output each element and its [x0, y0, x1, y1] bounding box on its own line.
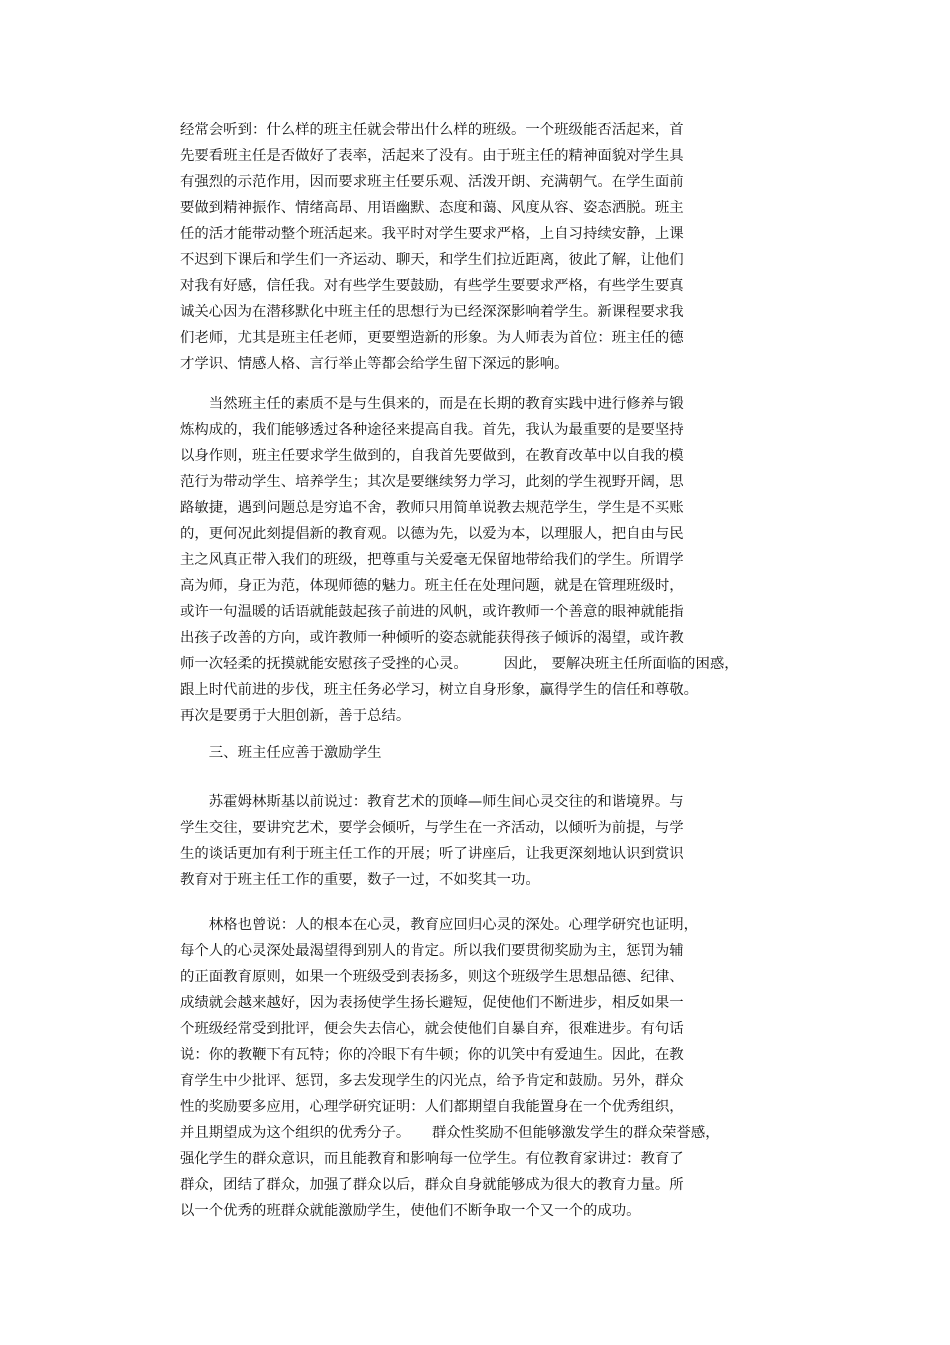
text-line: 强化学生的群众意识，而且能教育和影响每一位学生。有位教育家讲过：教育了	[180, 1151, 684, 1167]
paragraph-4	[180, 912, 780, 1224]
text-line: 师一次轻柔的抚摸就能安慰孩子受挫的心灵。 因此， 要解决班主任所面临的困惑，	[180, 656, 739, 672]
text-line: 再次是要勇于大胆创新，善于总结。	[180, 708, 411, 724]
text-line: 才学识、情感人格、言行举止等都会给学生留下深远的影响。	[180, 356, 569, 372]
text-line: 并且期望成为这个组织的优秀分子。 群众性奖励不但能够激发学生的群众荣誉感，	[180, 1125, 720, 1141]
text-line: 苏霍姆林斯基以前说过：教育艺术的顶峰—师生间心灵交往的和谐境界。与	[180, 794, 684, 810]
text-line: 范行为带动学生、培养学生；其次是要继续努力学习，此刻的学生视野开阔，思	[180, 474, 684, 490]
text-line: 或许一句温暖的话语就能鼓起孩子前进的风帆，或许教师一个善意的眼神就能指	[180, 604, 684, 620]
text-line: 每个人的心灵深处最渴望得到别人的肯定。所以我们要贯彻奖励为主，惩罚为辅	[180, 943, 684, 959]
text-line: 主之风真正带入我们的班级，把尊重与关爱毫无保留地带给我们的学生。所谓学	[180, 552, 684, 568]
text-line: 要做到精神振作、情绪高昂、用语幽默、态度和蔼、风度从容、姿态洒脱。班主	[180, 200, 684, 216]
text-line: 先要看班主任是否做好了表率，活起来了没有。由于班主任的精神面貌对学生具	[180, 148, 684, 164]
text-line: 的正面教育原则，如果一个班级受到表扬多，则这个班级学生思想品德、纪律、	[180, 969, 684, 985]
text-line: 生的谈话更加有利于班主任工作的开展；听了讲座后，让我更深刻地认识到赏识	[180, 846, 684, 862]
text-line: 经常会听到：什么样的班主任就会带出什么样的班级。一个班级能否活起来，首	[180, 122, 684, 138]
text-line: 诚关心因为在潜移默化中班主任的思想行为已经深深影响着学生。新课程要求我	[180, 304, 684, 320]
text-line: 林格也曾说：人的根本在心灵，教育应回归心灵的深处。心理学研究也证明，	[180, 917, 699, 933]
text-line: 当然班主任的素质不是与生俱来的，而是在长期的教育实践中进行修养与锻	[180, 396, 684, 412]
text-line: 说：你的教鞭下有瓦特；你的冷眼下有牛顿；你的讥笑中有爱迪生。因此，在教	[180, 1047, 684, 1063]
text-line: 对我有好感，信任我。对有些学生要鼓励，有些学生要要求严格，有些学生要真	[180, 278, 684, 294]
text-line: 性的奖励要多应用，心理学研究证明：人们都期望自我能置身在一个优秀组织，	[180, 1099, 684, 1115]
text-line: 以身作则，班主任要求学生做到的，自我首先要做到，在教育改革中以自我的模	[180, 448, 684, 464]
paragraph-2	[180, 391, 780, 729]
text-line: 学生交往，要讲究艺术，要学会倾听，与学生在一齐活动，以倾听为前提，与学	[180, 820, 684, 836]
text-line: 个班级经常受到批评，便会失去信心，就会使他们自暴自弃，很难进步。有句话	[180, 1021, 684, 1037]
text-line: 以一个优秀的班群众就能激励学生，使他们不断争取一个又一个的成功。	[180, 1203, 641, 1219]
text-line: 的，更何况此刻提倡新的教育观。以德为先，以爱为本，以理服人，把自由与民	[180, 526, 684, 542]
text-line: 教育对于班主任工作的重要，数子一过，不如奖其一功。	[180, 872, 540, 888]
section-heading	[180, 740, 780, 766]
text-line: 成绩就会越来越好，因为表扬使学生扬长避短，促使他们不断进步，相反如果一	[180, 995, 684, 1011]
text-line: 跟上时代前进的步伐，班主任务必学习，树立自身形象，赢得学生的信任和尊敬。	[180, 682, 699, 698]
paragraph-3	[180, 789, 780, 893]
text-line: 育学生中少批评、惩罚，多去发现学生的闪光点，给予肯定和鼓励。另外，群众	[180, 1073, 684, 1089]
text-line: 高为师，身正为范，体现师德的魅力。班主任在处理问题，就是在管理班级时，	[180, 578, 684, 594]
heading-line: 三、班主任应善于激励学生	[180, 745, 382, 761]
text-line: 路敏捷，遇到问题总是穷追不舍，教师只用简单说教去规范学生，学生是不买账	[180, 500, 684, 516]
text-line: 群众，团结了群众，加强了群众以后，群众自身就能够成为很大的教育力量。所	[180, 1177, 684, 1193]
text-line: 炼构成的，我们能够透过各种途径来提高自我。首先，我认为最重要的是要坚持	[180, 422, 684, 438]
text-line: 出孩子改善的方向，或许教师一种倾听的姿态就能获得孩子倾诉的渴望，或许教	[180, 630, 684, 646]
text-line: 不迟到下课后和学生们一齐运动、聊天，和学生们拉近距离，彼此了解，让他们	[180, 252, 684, 268]
text-line: 任的活才能带动整个班活起来。我平时对学生要求严格，上自习持续安静，上课	[180, 226, 684, 242]
text-line: 们老师，尤其是班主任老师，更要塑造新的形象。为人师表为首位：班主任的德	[180, 330, 684, 346]
paragraph-1	[180, 117, 780, 377]
text-line: 有强烈的示范作用，因而要求班主任要乐观、活泼开朗、充满朝气。在学生面前	[180, 174, 684, 190]
